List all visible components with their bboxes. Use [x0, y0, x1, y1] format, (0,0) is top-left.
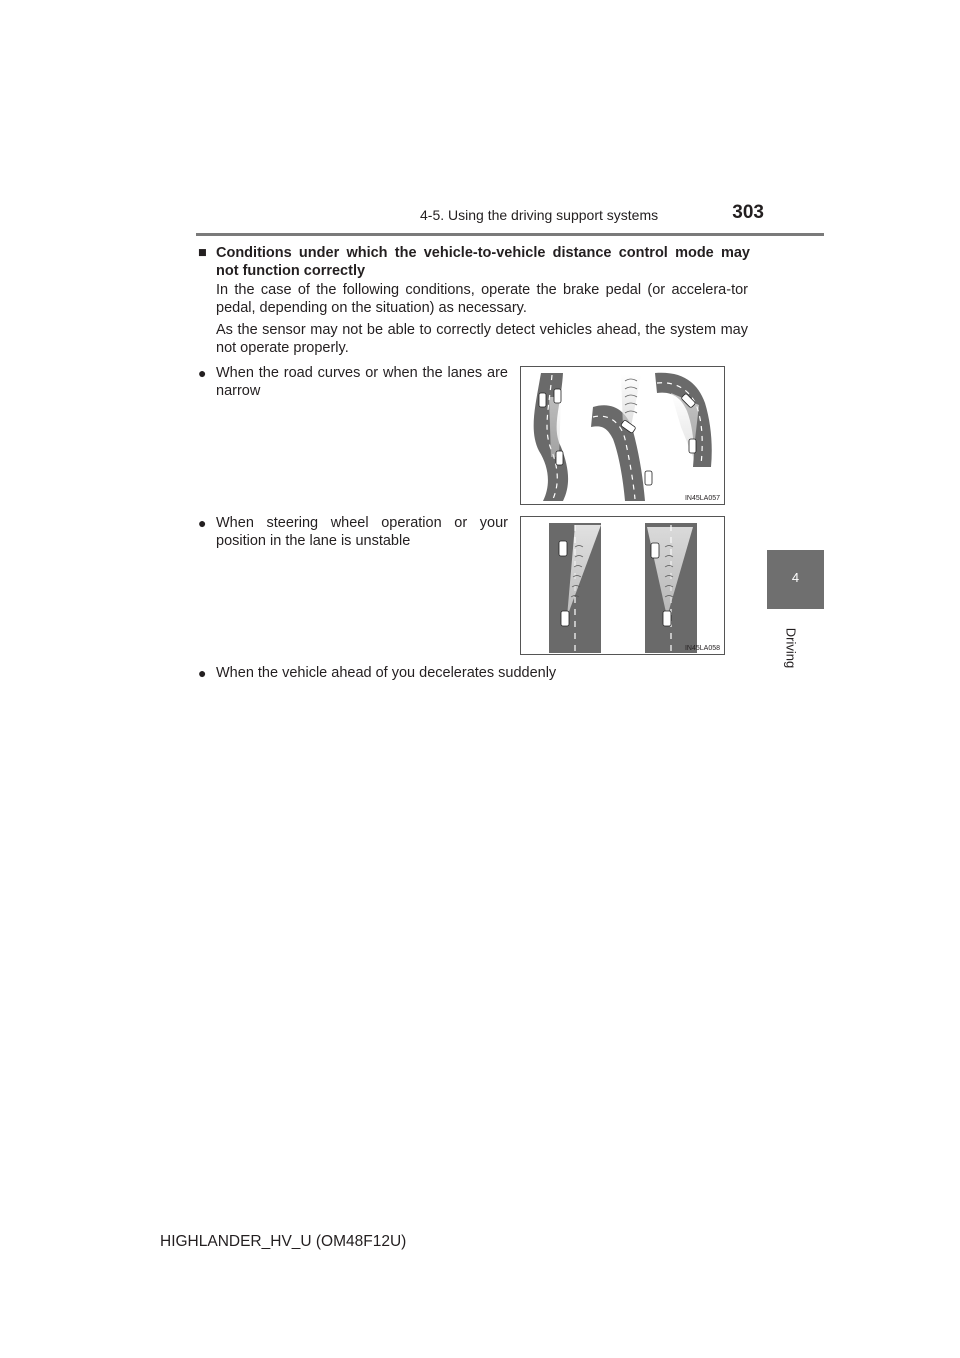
header-rule [196, 233, 824, 236]
page-number: 303 [732, 202, 764, 223]
bullet-icon: ● [198, 665, 207, 681]
square-bullet-icon: ■ [198, 245, 207, 261]
figure-unstable-lane [520, 516, 725, 655]
bullet-icon: ● [198, 365, 207, 381]
chapter-label-text: Driving [783, 627, 799, 669]
figure-curved-roads [520, 366, 725, 505]
unstable-lane-illustration [521, 517, 726, 656]
bullet-item [198, 664, 738, 682]
paragraph-1: In the case of the following conditions, operate the brake pedal (or accelera-tor pedal, depending on the situation) as necessary. [216, 282, 748, 316]
footer-model-code: HIGHLANDER_HV_U (OM48F12U) [160, 1233, 407, 1250]
chapter-number: 4 [791, 570, 800, 585]
bullet-text: When the road curves or when the lanes are narrow [216, 365, 508, 399]
section-heading [198, 244, 750, 280]
figure-code: IN45LA057 [684, 495, 720, 502]
bullet-item [198, 514, 508, 550]
chapter-label [781, 618, 801, 678]
chapter-tab [767, 550, 824, 609]
bullet-text: When the vehicle ahead of you decelerates suddenly [216, 665, 557, 681]
header-section-title: 4-5. Using the driving support systems [420, 207, 659, 223]
section-heading-text: Conditions under which the vehicle-to-vehicle distance control mode may not function correctly [216, 245, 750, 279]
bullet-item [198, 364, 508, 400]
bullet-text: When steering wheel operation or your position in the lane is unstable [216, 515, 508, 549]
paragraph-2: As the sensor may not be able to correctly detect vehicles ahead, the system may not operate properly. [216, 322, 748, 356]
curved-roads-illustration [521, 367, 726, 506]
bullet-icon: ● [198, 515, 207, 531]
figure-code: IN45LA058 [684, 645, 720, 652]
